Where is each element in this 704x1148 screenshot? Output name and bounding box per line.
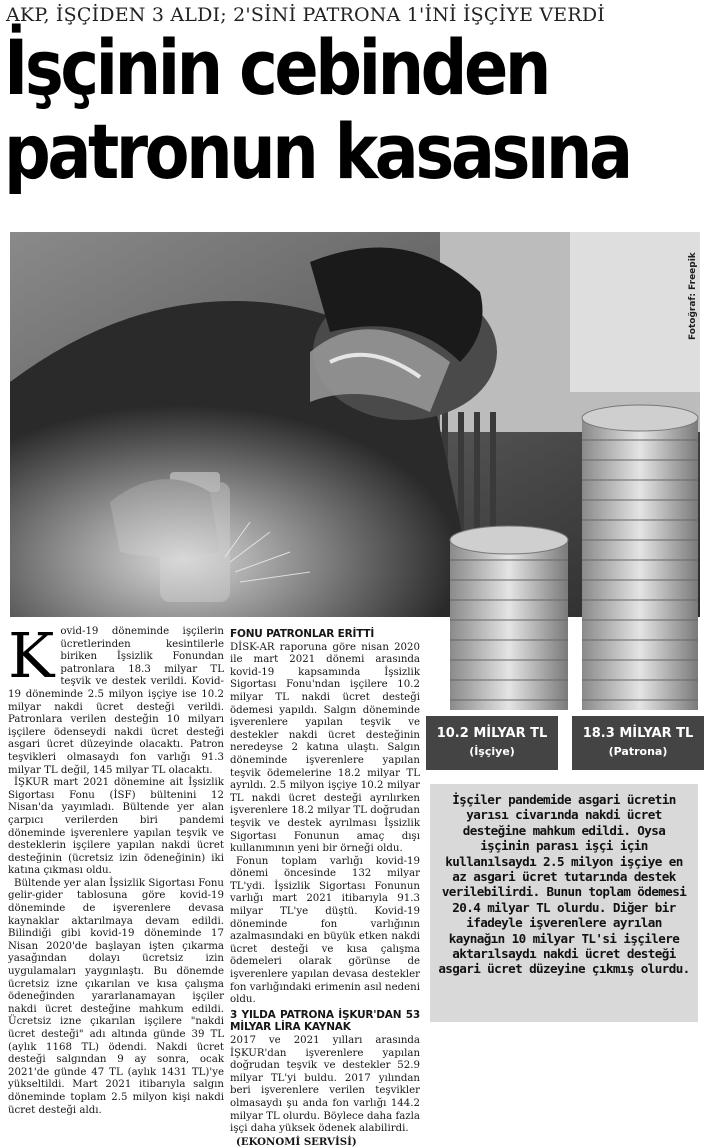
article-column-2 <box>230 626 421 1148</box>
article-paragraph: ovid-19 döneminde işçilerin ücretlerinden kesintilerle biriken İşsizlik Fonundan patronlara 18.3 milyar TL teşvik ve destek verildi. Kovid-19 döneminde 2.5 milyon işçiye ise 10.2 milyar nakdi ücret desteği verildi. Patronlara verilen desteğin 10 milyarı işçilere ödenseydi nakdi ücret desteği asgari ücret düzeyinde olacaktı. Patron teşvikleri olmasaydı fon varlığı 91.3 milyar TL değil, 145 milyar TL olacaktı. <box>8 626 224 776</box>
subheading-iskur: 3 YILDA PATRONA İŞKUR'DAN 53 MİLYAR LİRA KAYNAK <box>230 1008 420 1034</box>
article-paragraph: Bültende yer alan İşsizlik Sigortası Fonu gelir-gider tablosuna göre kovid-19 döneminde de işverenlere devasa kaynaklar aktarılmaya devam edildi. Bilindiği gibi kovid-19 döneminde 17 Nisan 2020'de başlayan işten çıkarma yasağından dolayı ücretsiz izin uygulamaları yaygınlaştı. Bu dönemde ücretsiz izne çıkarılan ve kısa çalışma ödeneğinden yararlanamayan işçiler nakdi ücret desteğine mahkum edildi. Ücretsiz izne çıkarılan işçilere "nakdi ücret desteği" adı altında günde 39 TL (aylık 1168 TL) ödendi. Nakdi ücret desteği salgından 9 ay sonra, ocak 2021'de günde 47 TL (aylık 1431 TL)'ye yükseltildi. Mart 2021 itibarıyla salgın döneminde toplam 2.5 milyon kişi nakdi ücret desteği aldı. <box>8 877 224 1116</box>
pull-quote: İşçiler pandemide asgari ücretin yarısı civarında nakdi ücret desteğine mahkum edildi. Oysa işçinin parası işçi için kullanılsaydı 2.5 milyon işçiye en az asgari ücret tutarında destek verilebilirdi. Bunun toplam ödemesi 20.4 milyar TL olurdu. Diğer bir ifadeyle işverenlere ayrılan kaynağın 10 milyar TL'si işçilere aktarılsaydı nakdi ücret desteği asgari ücret düzeyine çıkmış olurdu. <box>430 784 698 1022</box>
article-column-1 <box>8 619 224 1116</box>
article-paragraph: DİSK-AR raporuna göre nisan 2020 ile mart 2021 dönemi arasında kovid-19 kapsamında İşsizlik Sigortası Fonu'ndan işçilere 10.2 milyar TL nakdi ücret desteği ödemesi yapıldı. Salgın döneminde işverenlere yapılan teşvik ve destekler nakdi ücret desteğinin neredeyse 2 katına ulaştı. Salgın döneminde işverenlere yapılan teşvik ödemelerine 18.2 milyar TL ayrıldı. 2.5 milyon işçiye 10.2 milyar TL nakdi ücret desteği ayrılırken işverenlere 18.2 milyar TL doğrudan teşvik ve destek ayrılması İşsizlik Sigortası Fonunun amaç dışı kullanımının yeni bir örneği oldu. <box>230 641 420 855</box>
article-paragraph: 2017 ve 2021 yılları arasında İŞKUR'dan işverenlere yapılan doğrudan teşvik ve destekler 52.9 milyar TL'yi buldu. 2017 yılından beri işverenlere verilen teşvikler olmasaydı şu anda fon varlığı 144.2 milyar TL olurdu. Böylece daha fazla işçi daha yüksek ödenek alabilirdi. <box>230 1035 420 1135</box>
subheading-fund: FONU PATRONLAR ERİTTİ <box>230 628 375 640</box>
coin-stacks-illustration <box>430 400 702 730</box>
headline-line-1: İşçinin cebinden <box>4 23 548 112</box>
boss-label: (Patrona) <box>608 745 668 758</box>
headline <box>4 23 630 196</box>
article-paragraph: Fonun toplam varlığı kovid-19 dönemi öncesinde 132 milyar TL'ydi. İşsizlik Sigortası Fonunun varlığı mart 2021 itibarıyla 91.3 milyar TL'ye düştü. Kovid-19 döneminde fon varlığının azalmasındaki en büyük etken nakdi ücret desteği ve kısa çalışma ödemeleri olarak görünse de işverenlere yapılan devasa destekler fon varlığındaki erimenin asıl nedeni oldu. <box>230 855 421 1006</box>
article-paragraph: İŞKUR mart 2021 dönemine ait İşsizlik Sigortası Fonu (İSF) bültenini 12 Nisan'da yayımladı. Bültende yer alan çarpıcı verilerden biri pandemi döneminde işverenlere yapılan teşvik ve desteklerin işçilere yapılan nakdi ücret desteğinin (ücretsiz izin ödeneğinin) iki katına çıkması oldu. <box>8 777 224 877</box>
boss-amount: 18.3 MİLYAR TL <box>582 726 694 741</box>
worker-label: (İşçiye) <box>469 745 515 758</box>
dropcap: K <box>8 619 55 692</box>
worker-amount-badge <box>426 716 558 770</box>
byline: (EKONOMİ SERVİSİ) <box>236 1135 357 1148</box>
boss-amount-badge <box>572 716 704 770</box>
kicker: AKP, İŞÇİDEN 3 ALDI; 2'SİNİ PATRONA 1'İNİ İŞÇİYE VERDİ <box>6 4 606 26</box>
worker-amount: 10.2 MİLYAR TL <box>436 726 548 741</box>
headline-line-2: patronun kasasına <box>4 107 630 196</box>
photo-credit: Fotoğraf: Freepik <box>688 252 698 340</box>
